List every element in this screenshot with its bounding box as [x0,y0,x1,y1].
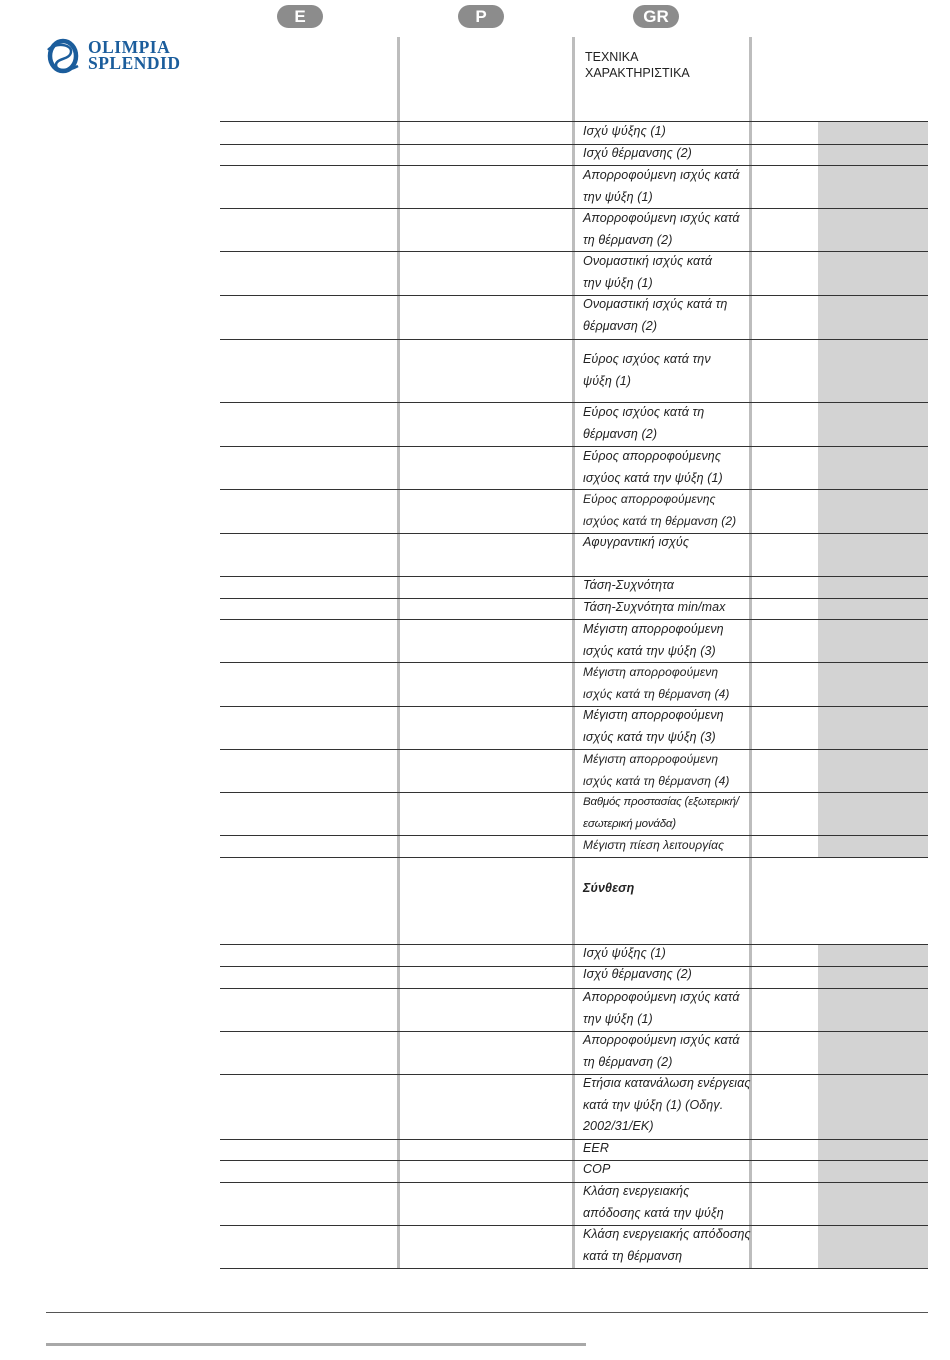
table-row [220,533,928,534]
column-divider [397,37,400,1269]
spec-label: Ονομαστική ισχύς κατά τη θέρμανση (2) [583,297,728,333]
spec-label: Εύρος απορροφούμενης ισχύος κατά την ψύξη (1) [583,449,723,485]
spec-label: Βαθμός προστασίας (εξωτερική/εσωτερική μονάδα) [583,796,739,830]
spec-label: Εύρος ισχύος κατά την ψύξη (1) [583,352,711,388]
spec-label: Αφυγραντική ισχύς [583,535,690,549]
language-badge-e: E [277,5,323,28]
spec-label: Απορροφούμενη ισχύς κατά την ψύξη (1) [583,990,740,1026]
table-row [220,144,928,145]
spec-label: Τάση-Συχνότητα [583,578,675,592]
spec-label: Μέγιστη απορροφούμενη ισχύς κατά τη θέρμανση (4) [583,752,730,788]
footer-rule [46,1312,928,1313]
table-row [220,1139,928,1140]
spec-label: Κλάση ενεργειακής απόδοσης κατά τη θέρμανση [583,1227,751,1263]
table-row [220,598,928,599]
table-row [220,295,928,296]
footer-rule [46,1343,586,1346]
spec-label: Ισχύ θέρμανσης (2) [583,146,692,160]
table-row [220,576,928,577]
spec-label: Ισχύ ψύξης (1) [583,946,666,960]
column-divider [572,37,575,1269]
table-row [220,749,928,750]
spec-label: Ονομαστική ισχύς κατά την ψύξη (1) [583,254,713,290]
logo-emblem-icon [45,38,85,76]
table-row [220,835,928,836]
table-row [220,619,928,620]
spec-label: Εύρος ισχύος κατά τη θέρμανση (2) [583,405,705,441]
table-row [220,339,928,340]
spec-label: Ισχύ θέρμανσης (2) [583,967,692,981]
table-row [220,1182,928,1183]
spec-label: Εύρος απορροφούμενης ισχύος κατά τη θέρμανση (2) [583,492,737,528]
spec-label: Μέγιστη πίεση λειτουργίας [583,838,725,852]
table-row [220,446,928,447]
value-column-shading [818,944,928,1269]
table-row [220,966,928,967]
spec-label: EER [583,1141,610,1155]
language-badge-gr: GR [633,5,679,28]
table-row [220,706,928,707]
logo-line1: OLIMPIA [88,37,171,57]
spec-label: Μέγιστη απορροφούμενη ισχύς κατά την ψύξη (3) [583,708,724,744]
table-row [220,1031,928,1032]
table-row [220,1268,928,1269]
language-badge-p: P [458,5,504,28]
table-row [220,121,928,122]
spec-label: Μέγιστη απορροφούμενη ισχύς κατά τη θέρμανση (4) [583,665,730,701]
section-heading: Σύνθεση [583,881,635,895]
spec-label: Ετήσια κατανάλωση ενέργειας κατά την ψύξη (1) (Οδηγ. 2002/31/ΕΚ) [583,1076,751,1133]
logo-line2: SPLENDID [88,53,181,73]
header-title-line1: ΤΕΧΝΙΚΑ [585,50,639,64]
table-row [220,1225,928,1226]
table-row [220,489,928,490]
table-row [220,208,928,209]
table-header-title [585,49,690,81]
spec-label: Ισχύ ψύξης (1) [583,124,666,138]
spec-label: Απορροφούμενη ισχύς κατά τη θέρμανση (2) [583,1033,740,1069]
table-row [220,792,928,793]
spec-label: Απορροφούμενη ισχύς κατά τη θέρμανση (2) [583,211,740,247]
table-row [220,988,928,989]
spec-label: Απορροφούμενη ισχύς κατά την ψύξη (1) [583,168,740,204]
header-title-line2: ΧΑΡΑΚΤΗΡΙΣΤΙΚΑ [585,66,690,80]
table-row [220,251,928,252]
table-row [220,857,928,858]
table-row [220,944,928,945]
table-row [220,662,928,663]
brand-logo [45,38,205,78]
spec-label: Μέγιστη απορροφούμενη ισχύς κατά την ψύξη (3) [583,622,724,658]
table-row [220,1160,928,1161]
table-row [220,402,928,403]
table-row [220,165,928,166]
logo-wordmark [88,39,181,71]
spec-label: Τάση-Συχνότητα min/max [583,600,726,614]
spec-label: COP [583,1162,611,1176]
table-row [220,1074,928,1075]
spec-label: Κλάση ενεργειακής απόδοσης κατά την ψύξη [583,1184,724,1220]
